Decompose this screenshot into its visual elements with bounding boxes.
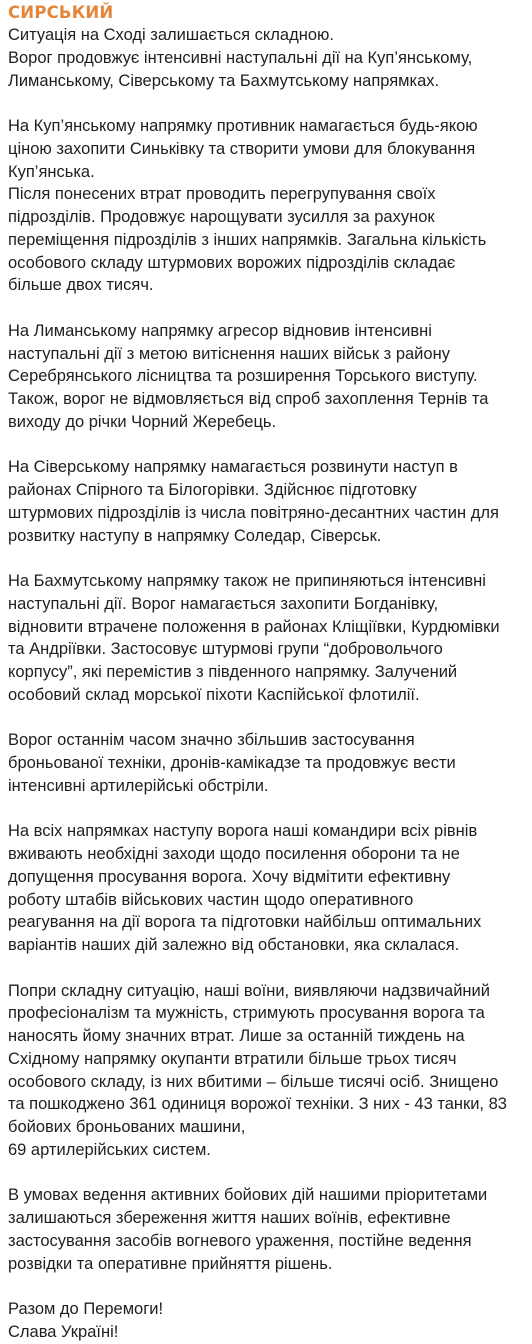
- message-text-line: вживають необхідні заходи щодо посилення оборони та не: [8, 845, 460, 863]
- message-text-line: Слава Україні!: [8, 1322, 119, 1341]
- message-text-line: Ворог продовжує інтенсивні наступальні дії на Куп’янському,: [8, 48, 473, 67]
- message-paragraph: [8, 456, 522, 547]
- message-text-line: Лиманському, Сіверському та Бахмутському напрямках.: [8, 71, 440, 90]
- message-text-line: та пошкоджено 361 одиниця ворожої техніки. З них - 43 танки, 83: [8, 1095, 507, 1114]
- message-text-line: В умовах ведення активних бойових дій нашими пріоритетами: [8, 1186, 488, 1205]
- message-text-line: Куп’янська.: [8, 162, 95, 181]
- message-text-line: Серебрянського лісництва та розширення Торського виступу.: [8, 367, 478, 386]
- message-text-line: штурмових підрозділів із числа повітряно-десантних частин для: [8, 503, 499, 522]
- message-text-line: Разом до Перемоги!: [8, 1300, 164, 1318]
- message-paragraph: [8, 570, 522, 707]
- message-text-line: На Бахмутському напрямку також не припиняються інтенсивні: [8, 572, 486, 590]
- message-paragraph: [8, 24, 522, 92]
- message-text-line: наступальні дії. Ворог намагається захопити Богданівку,: [8, 594, 439, 613]
- message-paragraph: [8, 320, 522, 434]
- message-text-line: ціною захопити Синьківку та створити умови для блокування: [8, 139, 476, 158]
- message-text-line: інтенсивні артилерійські обстріли.: [8, 776, 269, 795]
- message-text-line: виходу до річки Чорний Жеребець.: [8, 412, 277, 431]
- message-text-line: залишаються збереження життя наших воїнів, ефективне: [8, 1209, 451, 1227]
- message-text-line: На Сіверському напрямку намагається розвинути наступ в: [8, 458, 458, 477]
- message-paragraph: [8, 980, 522, 1162]
- message-text-line: наступальні дії з метою витіснення наших військ з району: [8, 344, 450, 363]
- message-text-line: більше двох тисяч.: [8, 276, 154, 295]
- message-text-line: допущення просування ворога. Хочу відмітити ефективну: [8, 867, 451, 886]
- message-text-line: На Лиманському напрямку агресор відновив інтенсивні: [8, 321, 432, 340]
- message-text-line: бойових броньованих машини,: [8, 1118, 246, 1136]
- message-text-line: броньованої техніки, дронів-камікадзе та продовжує вести: [8, 754, 456, 772]
- message-text-line: Також, ворог не відмовляється від спроб захоплення Тернів та: [8, 390, 489, 408]
- message-text-line: Східному напрямку окупанти втратили більше трьох тисяч: [8, 1049, 457, 1068]
- message-paragraph: [8, 729, 522, 797]
- message-text-line: переміщення підрозділів з інших напрямків. Загальна кількість: [8, 230, 487, 249]
- message-paragraph: [8, 820, 522, 957]
- message-paragraph: [8, 1184, 522, 1275]
- message-author-name[interactable]: СИРСЬКИЙ: [8, 3, 114, 22]
- message-text-line: Після понесених втрат проводить перегрупування своїх: [8, 185, 436, 204]
- message-text-line: На Куп’янському напрямку противник намагається будь-якою: [8, 117, 478, 135]
- message-text-line: розвідки та оперативне прийняття рішень.: [8, 1254, 333, 1273]
- message-text-line: корпусу”, які перемістив з південного напрямку. Залучений: [8, 663, 458, 681]
- message-text-line: наносять йому значних втрат. Лише за останній тиждень на: [8, 1027, 465, 1045]
- message-text-line: Попри складну ситуацію, наші воїни, виявляючи надзвичайний: [8, 981, 490, 1000]
- message-text-line: особовий склад морської піхоти Каспійської флотилії.: [8, 685, 420, 704]
- message-text-line: 69 артилерійських систем.: [8, 1140, 211, 1159]
- message-text-line: реагування на дії ворога та підготовки найбільш оптимальних: [8, 913, 482, 932]
- message-text-line: районах Спірного та Білогорівки. Здійснює підготовку: [8, 481, 417, 499]
- message-text-line: розвитку наступу в напрямку Соледар, Сіверськ.: [8, 526, 382, 545]
- message-text-line: застосування засобів вогневого ураження, постійне ведення: [8, 1231, 472, 1250]
- message-paragraph: [8, 1298, 522, 1344]
- message-text-line: варіантів наших дій залежно від обстановки, яка склалася.: [8, 936, 460, 954]
- message-text-line: підрозділів. Продовжує нарощувати зусилля за рахунок: [8, 208, 435, 226]
- message-text-line: На всіх напрямках наступу ворога наші командири всіх рівнів: [8, 822, 478, 841]
- message-text-line: професіоналізм та мужність, стримують просування ворога та: [8, 1004, 485, 1023]
- message-text-line: роботу штабів військових частин щодо оперативного: [8, 890, 414, 909]
- message-text-line: Ворог останнім часом значно збільшив застосування: [8, 731, 415, 750]
- message-text-line: та Андріївки. Застосовує штурмові групи “добровольчого: [8, 640, 443, 659]
- message-text: [8, 24, 522, 1344]
- message-text-line: відновити втрачене положення в районах Кліщіївки, Курдюмівки: [8, 617, 500, 636]
- message-text-line: Ситуація на Сході залишається складною.: [8, 26, 334, 44]
- message-text-line: особового складу штурмових ворожих підрозділів складає: [8, 253, 456, 272]
- message-paragraph: [8, 115, 522, 297]
- message-text-line: особового складу, із них вбитими – більше тисячі осіб. Знищено: [8, 1072, 499, 1091]
